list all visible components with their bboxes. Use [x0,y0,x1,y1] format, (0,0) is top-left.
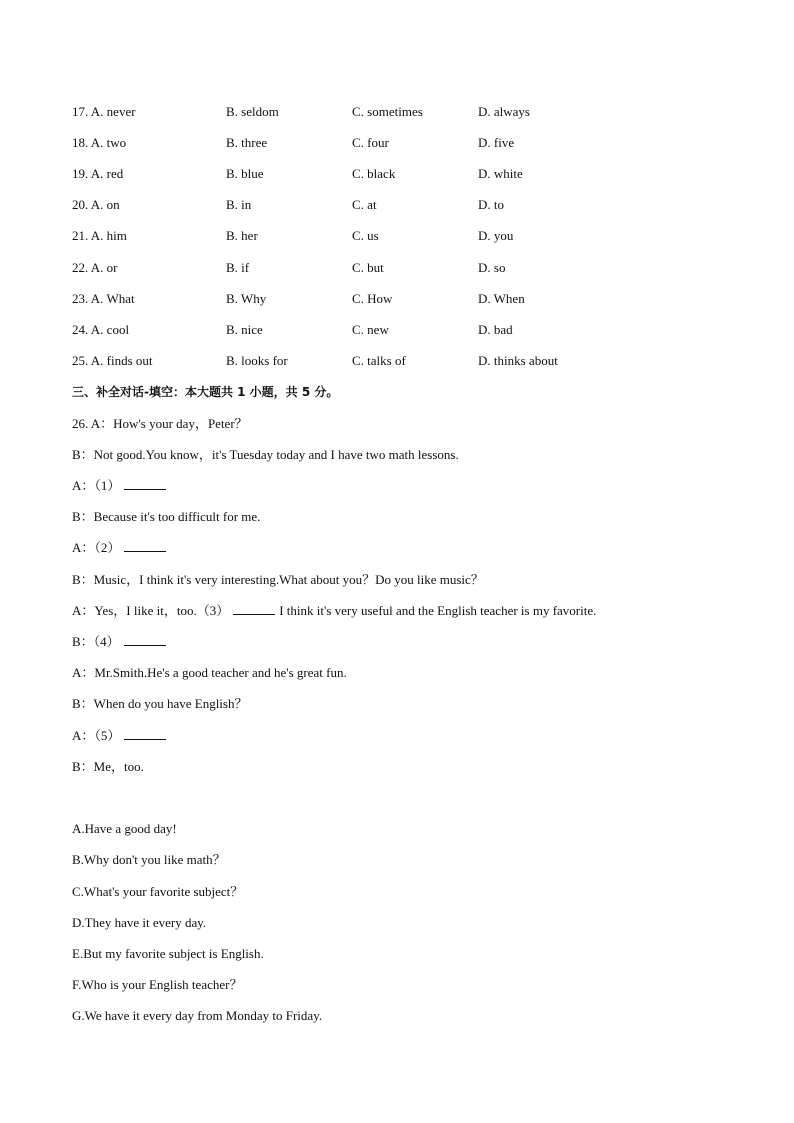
dialogue-line [72,476,170,496]
option-row-17 [72,102,712,122]
choice-item: B.Why don't you like math？ [72,852,226,867]
option-row-20 [72,195,712,215]
option-d: D. so [478,260,506,275]
option-row-19 [72,164,712,184]
option-c: C. us [352,228,379,243]
choice-item: E.But my favorite subject is English. [72,946,264,961]
dialogue-suffix: I think it's very useful and the English teacher is my favorite. [279,603,597,618]
option-b: B. nice [226,322,263,337]
option-a: 19. A. red [72,166,124,181]
option-d: D. five [478,135,515,150]
answer-blank-4[interactable] [124,633,166,646]
choice-item: F.Who is your English teacher？ [72,977,243,992]
choice-item: C.What's your favorite subject？ [72,884,244,899]
option-b: B. her [226,228,258,243]
dialogue-line: B：Music，I think it's very interesting.What about you？Do you like music？ [72,572,484,587]
dialogue-prefix: A：（1） [72,478,121,493]
dialogue-line [72,601,596,621]
option-a: 24. A. cool [72,322,130,337]
option-a: 25. A. finds out [72,353,153,368]
option-b: B. blue [226,166,264,181]
dialogue-line: B：When do you have English？ [72,696,248,711]
option-row-23 [72,289,712,309]
choice-item: G.We have it every day from Monday to Friday. [72,1008,323,1023]
option-d: D. thinks about [478,353,558,368]
dialogue-prefix: B：（4） [72,634,120,649]
dialogue-line: B：Not good.You know，it's Tuesday today and I have two math lessons. [72,447,459,462]
dialogue-line [72,632,170,652]
answer-blank-2[interactable] [124,539,166,552]
section-heading: 三、补全对话-填空：本大题共 1 小题，共 5 分。 [72,385,339,399]
answer-blank-3[interactable] [233,602,275,615]
dialogue-prefix: A：Yes，I like it，too.（3） [72,603,230,618]
option-b: B. if [226,260,250,275]
option-d: D. white [478,166,523,181]
option-c: C. but [352,260,384,275]
option-c: C. sometimes [352,104,423,119]
dialogue-line: A：Mr.Smith.He's a good teacher and he's great fun. [72,665,347,680]
answer-blank-1[interactable] [124,477,166,490]
choice-item: A.Have a good day! [72,821,177,836]
option-a: 23. A. What [72,291,135,306]
option-b: B. Why [226,291,267,306]
option-row-21 [72,226,712,246]
option-b: B. three [226,135,268,150]
option-row-18 [72,133,712,153]
option-d: D. to [478,197,504,212]
choice-item: D.They have it every day. [72,915,207,930]
option-c: C. four [352,135,389,150]
option-a: 21. A. him [72,228,127,243]
option-a: 20. A. on [72,197,120,212]
option-d: D. When [478,291,525,306]
option-d: D. always [478,104,530,119]
option-a: 18. A. two [72,135,127,150]
dialogue-line [72,538,170,558]
dialogue-prefix: A：（2） [72,540,121,555]
dialogue-line: 26. A：How's your day，Peter？ [72,416,248,431]
option-a: 22. A. or [72,260,118,275]
option-row-25 [72,351,712,371]
option-b: B. looks for [226,353,288,368]
answer-blank-5[interactable] [124,727,166,740]
option-b: B. seldom [226,104,279,119]
option-row-22 [72,258,712,278]
dialogue-line [72,726,170,746]
dialogue-line: B：Me，too. [72,759,144,774]
option-c: C. at [352,197,377,212]
option-d: D. bad [478,322,513,337]
option-a: 17. A. never [72,104,136,119]
option-c: C. black [352,166,396,181]
option-row-24 [72,320,712,340]
dialogue-line: B：Because it's too difficult for me. [72,509,261,524]
option-c: C. How [352,291,393,306]
option-c: C. new [352,322,389,337]
option-d: D. you [478,228,514,243]
option-c: C. talks of [352,353,406,368]
dialogue-prefix: A：（5） [72,728,121,743]
option-b: B. in [226,197,252,212]
